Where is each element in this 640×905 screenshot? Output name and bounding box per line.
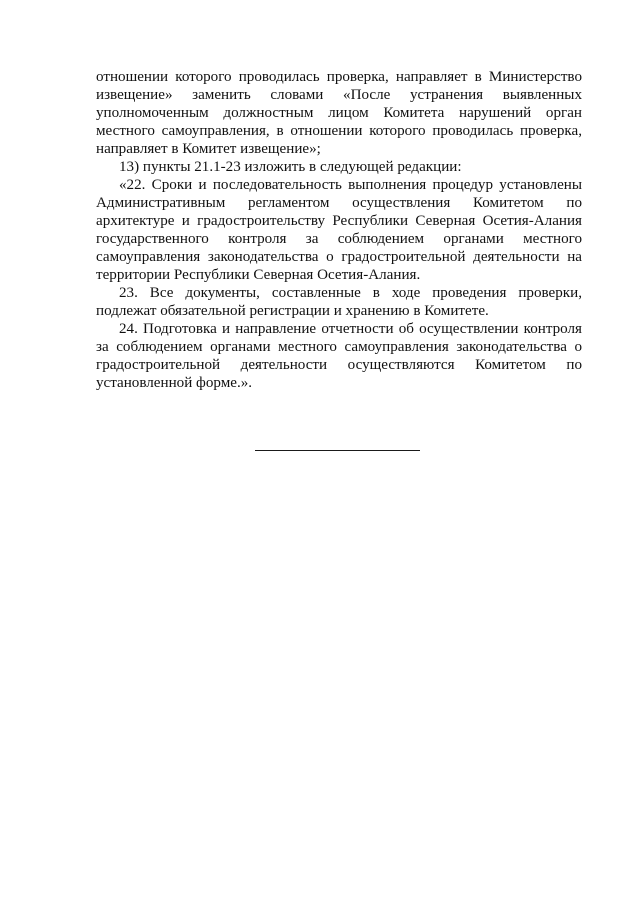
document-body bbox=[96, 68, 582, 392]
paragraph-clause-22: «22. Сроки и последовательность выполнения процедур установлены Административным регламентом осуществления Комитетом по архитектуре и градостроительству Республики Северная Осетия-Алания государственного контроля за соблюдением органами местного самоуправления законодательства о градостроительной деятельности на территории Республики Северная Осетия-Алания. bbox=[96, 177, 582, 283]
paragraph-clause-23: 23. Все документы, составленные в ходе проведения проверки, подлежат обязательной регистрации и хранению в Комитете. bbox=[96, 285, 582, 319]
paragraph-clause-24: 24. Подготовка и направление отчетности об осуществлении контроля за соблюдением органами местного самоуправления законодательства о градостроительной деятельности осуществляются Комитетом по установленной форме.». bbox=[96, 321, 582, 391]
paragraph-item-13: 13) пункты 21.1-23 изложить в следующей редакции: bbox=[119, 159, 462, 175]
end-separator-line bbox=[255, 450, 420, 451]
paragraph-prior-amendment: отношении которого проводилась проверка, направляет в Министерство извещение» заменить словами «После устранения выявленных уполномоченным должностным лицом Комитета нарушений орган местного самоуправления, в отношении которого проводилась проверка, направляет в Комитет извещение»; bbox=[96, 69, 582, 157]
